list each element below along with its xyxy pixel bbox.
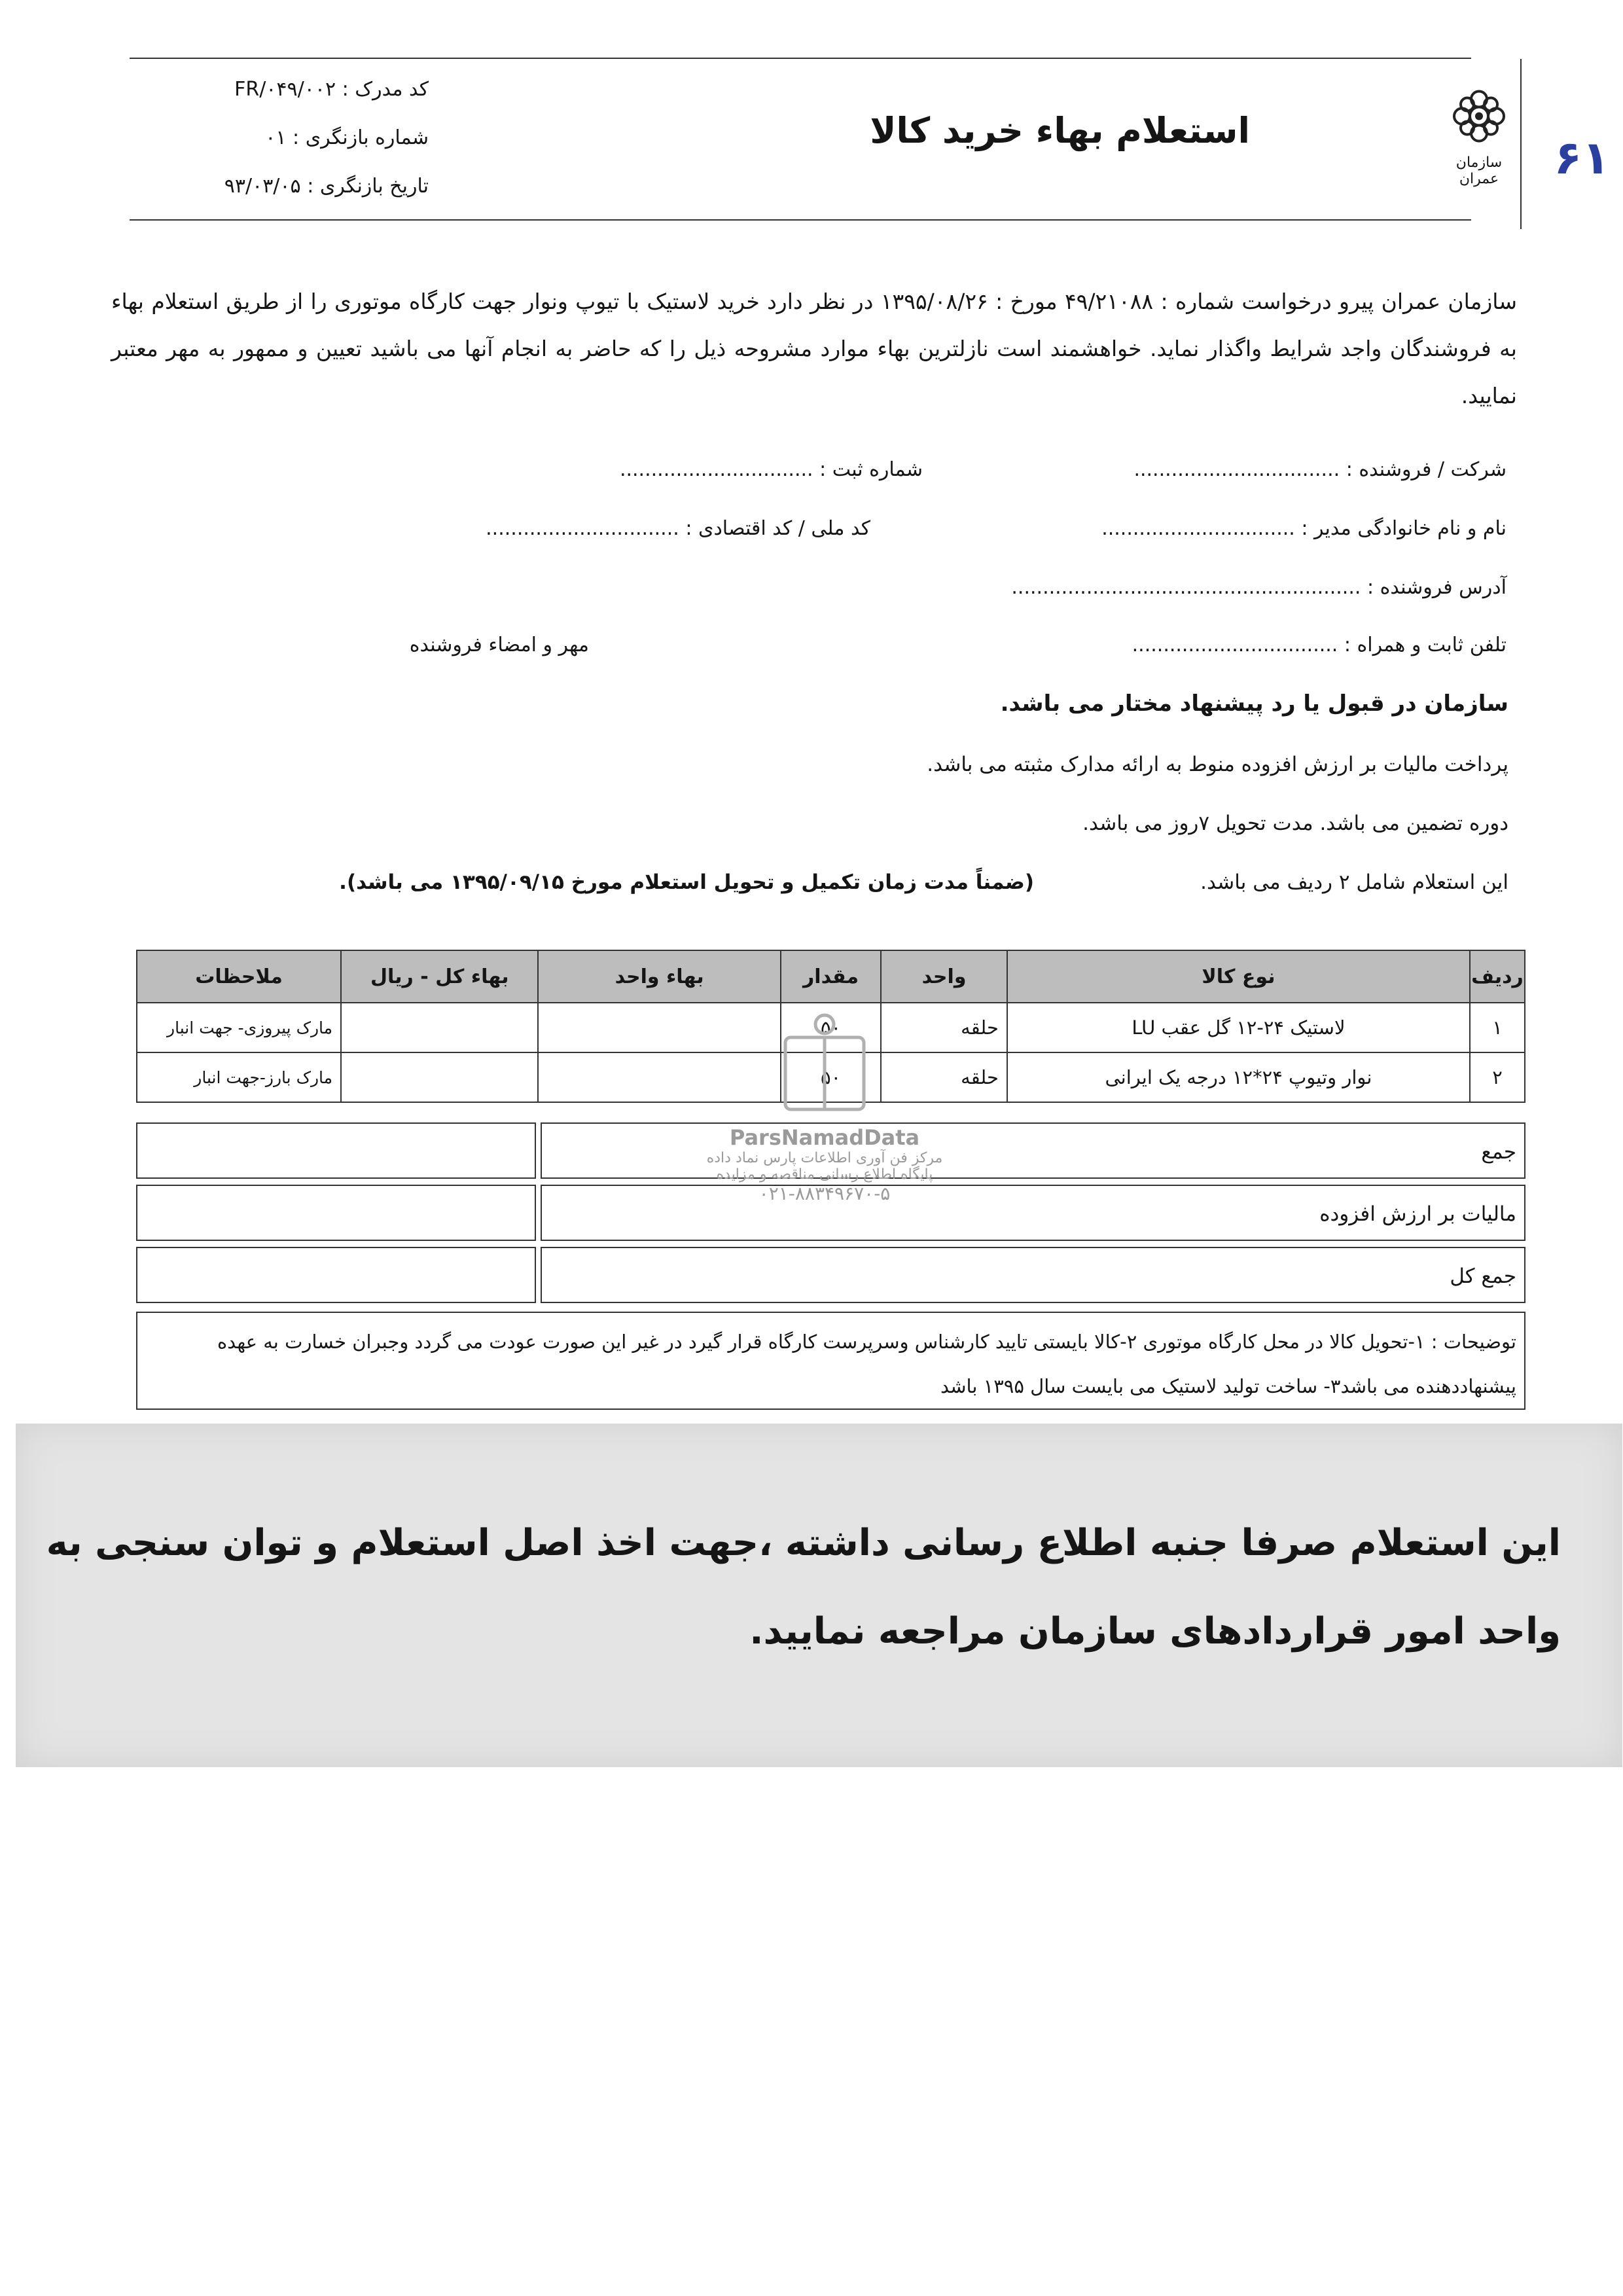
item-remarks: مارک پیروزی- جهت انبار <box>137 1003 341 1052</box>
reg-no-dots: ............................... <box>619 458 813 481</box>
item-name: لاستیک ۲۴-۱۲ گل عقب LU <box>1007 1003 1470 1052</box>
address-label: آدرس فروشنده : <box>1366 576 1507 599</box>
intro-paragraph: سازمان عمران پیرو درخواست شماره : ۴۹/۲۱۰۸۸ مورخ : ۱۳۹۵/۰۸/۲۶ در نظر دارد خرید لاستیک با تیوپ ونوار جهت کارگاه موتوری را از طریق استعلام بهاء به فروشندگان واجد شرایط واگذار نماید. خواهشمند است نازلترین بهاء موارد مشروحه ذیل را که حاضر به انجام آنها می باشید تعیین و ممهور به مهر معتبر نمایید. <box>111 289 1517 408</box>
col-unit: واحد <box>881 950 1007 1003</box>
item-remarks: مارک بارز-جهت انبار <box>137 1052 341 1102</box>
col-total: بهاء کل - ریال <box>341 950 538 1003</box>
reg-no-field <box>620 458 923 481</box>
doc-code: کد مدرک : FR/۰۴۹/۰۰۲ <box>234 78 429 101</box>
phone-dots: ................................. <box>1132 634 1338 656</box>
col-unit-price: بهاء واحد <box>538 950 781 1003</box>
col-remarks: ملاحظات <box>137 950 341 1003</box>
notes-box: توضیحات : ۱-تحویل کالا در محل کارگاه موتوری ۲-کالا بایستی تایید کارشناس وسرپرست کارگاه قرار گیرد در غیر این صورت عودت می گردد وجبران خسارت به عهده پیشنهاددهنده می باشد۳- ساخت تولید لاستیک می بایست سال ۱۳۹۵ باشد <box>136 1312 1525 1410</box>
watermark-stamp <box>687 1011 962 1253</box>
rows-count-clause: این استعلام شامل ۲ ردیف می باشد. <box>1200 870 1508 894</box>
stamp-title: ParsNamadData <box>729 1125 920 1150</box>
national-code-label: کد ملی / کد اقتصادی : <box>685 517 870 540</box>
manager-field <box>1101 517 1507 540</box>
national-code-dots: ............................... <box>486 517 679 540</box>
grand-total-row <box>136 1247 1525 1303</box>
accept-reject-clause: سازمان در قبول یا رد پیشنهاد مختار می باشد. <box>1000 691 1508 717</box>
grand-total-label: جمع کل <box>541 1247 1525 1303</box>
item-qty: ۵۰ <box>781 1003 881 1052</box>
manager-label: نام و نام خانوادگی مدیر : <box>1301 517 1507 540</box>
item-unit: حلقه <box>881 1003 1007 1052</box>
stamp-line-1: مرکز فن آوری اطلاعات پارس نماد داده <box>706 1150 943 1166</box>
item-qty: ۵۰ <box>781 1052 881 1102</box>
table-header-row <box>137 950 1525 1003</box>
document-title: استعلام بهاء خرید کالا <box>870 110 1250 151</box>
grand-total-value <box>136 1247 536 1303</box>
organization-logo <box>1440 82 1518 187</box>
company-dots: ................................. <box>1133 458 1340 481</box>
vat-label: مالیات بر ارزش افزوده <box>541 1185 1525 1241</box>
item-unit: حلقه <box>881 1052 1007 1102</box>
book-icon <box>772 1011 877 1122</box>
col-qty: مقدار <box>781 950 881 1003</box>
revision-date: تاریخ بازنگری : ۹۳/۰۳/۰۵ <box>224 175 429 198</box>
document-meta <box>154 65 429 211</box>
handwritten-margin-note: ۶۱ <box>1554 131 1610 185</box>
revision-number: شماره بازنگری : ۰۱ <box>265 126 429 149</box>
manager-dots: ............................... <box>1101 517 1295 540</box>
stamp-line-2: پایگاه اطلاع رسانی مناقصه و مزایده <box>716 1166 933 1183</box>
phone-field <box>1132 634 1507 656</box>
reg-no-label: شماره ثبت : <box>819 458 923 481</box>
vat-value <box>136 1185 536 1241</box>
address-dots: ........................................................ <box>1011 576 1361 599</box>
address-field <box>1011 576 1507 599</box>
item-total <box>341 1052 538 1102</box>
stamp-phone: ۰۲۱-۸۸۳۴۹۶۷۰-۵ <box>758 1183 891 1204</box>
item-total <box>341 1003 538 1052</box>
warranty-delivery-clause: دوره تضمین می باشد. مدت تحویل ۷روز می باشد. <box>1082 812 1508 835</box>
flower-emblem-icon <box>1446 82 1512 151</box>
sum-label: جمع <box>541 1122 1525 1179</box>
col-row-no: ردیف <box>1470 950 1525 1003</box>
seal-signature-label: مهر و امضاء فروشنده <box>409 634 589 656</box>
company-field <box>1133 458 1507 481</box>
item-name: نوار وتیوپ ۲۴*۱۲ درجه یک ایرانی <box>1007 1052 1470 1102</box>
national-code-field <box>486 517 870 540</box>
deadline-clause: (ضمناً مدت زمان تکمیل و تحویل استعلام مورخ ۱۳۹۵/۰۹/۱۵ می باشد). <box>339 870 1034 894</box>
row-no: ۱ <box>1470 1003 1525 1052</box>
notice-text: این استعلام صرفا جنبه اطلاع رسانی داشته ،جهت اخذ اصل استعلام و توان سنجی به واحد امور قراردادهای سازمان مراجعه نمایید. <box>46 1522 1561 1653</box>
sum-value <box>136 1122 536 1179</box>
phone-label: تلفن ثابت و همراه : <box>1344 634 1507 656</box>
company-label: شرکت / فروشنده : <box>1346 458 1507 481</box>
logo-label: سازمان عمران <box>1455 154 1503 187</box>
row-no: ۲ <box>1470 1052 1525 1102</box>
col-item: نوع کالا <box>1007 950 1470 1003</box>
vat-clause: پرداخت مالیات بر ارزش افزوده منوط به ارائه مدارک مثبته می باشد. <box>927 753 1508 776</box>
